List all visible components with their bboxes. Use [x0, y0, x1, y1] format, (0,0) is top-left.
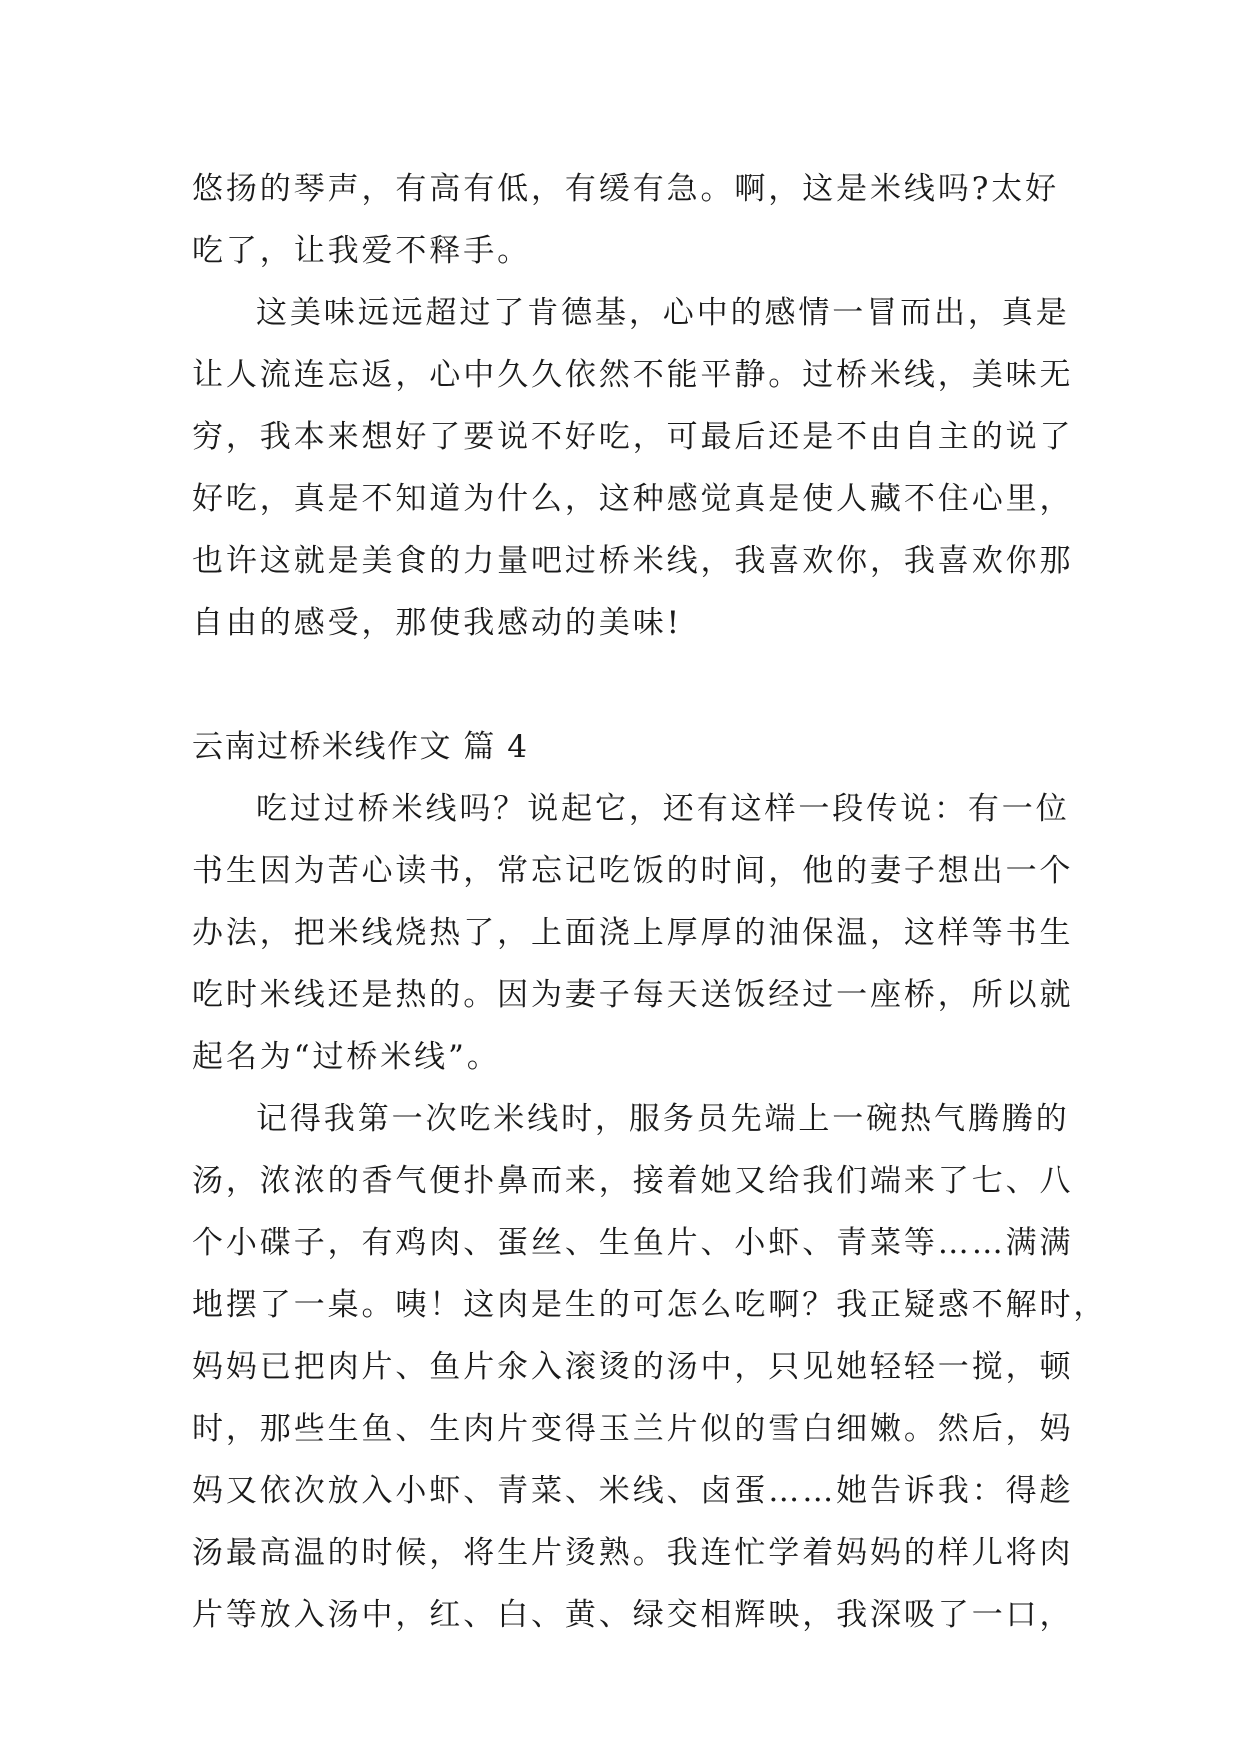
- text-line: 吃了，让我爱不释手。: [192, 233, 531, 269]
- text-line: 悠扬的琴声，有高有低，有缓有急。啊，这是米线吗?太好: [192, 171, 1060, 207]
- text-line: 起名为“过桥米线”。: [192, 1039, 501, 1075]
- text-line: 穷，我本来想好了要说不好吃，可最后还是不由自主的说了: [192, 419, 1074, 455]
- text-line: 汤最高温的时候，将生片烫熟。我连忙学着妈妈的样儿将肉: [192, 1535, 1074, 1571]
- paragraph-start-line: 这美味远远超过了肯德基，心中的感情一冒而出，真是: [256, 295, 1070, 331]
- section-heading: 云南过桥米线作文 篇 4: [192, 729, 529, 765]
- text-line: 吃时米线还是热的。因为妻子每天送饭经过一座桥，所以就: [192, 977, 1074, 1013]
- paragraph-start-line: 吃过过桥米线吗？说起它，还有这样一段传说：有一位: [256, 791, 1070, 827]
- text-line: 汤，浓浓的香气便扑鼻而来，接着她又给我们端来了七、八: [192, 1163, 1074, 1199]
- text-line: 让人流连忘返，心中久久依然不能平静。过桥米线，美味无: [192, 357, 1074, 393]
- text-line: 地摆了一桌。咦！这肉是生的可怎么吃啊？我正疑惑不解时，: [192, 1287, 1108, 1323]
- text-line: 妈妈已把肉片、鱼片氽入滚烫的汤中，只见她轻轻一搅，顿: [192, 1349, 1074, 1385]
- text-line: 妈又依次放入小虾、青菜、米线、卤蛋……她告诉我：得趁: [192, 1473, 1074, 1509]
- text-line: 个小碟子，有鸡肉、蛋丝、生鱼片、小虾、青菜等……满满: [192, 1225, 1074, 1261]
- text-line: 书生因为苦心读书，常忘记吃饭的时间，他的妻子想出一个: [192, 853, 1074, 889]
- document-body: [192, 158, 1108, 1646]
- text-line: 时，那些生鱼、生肉片变得玉兰片似的雪白细嫩。然后，妈: [192, 1411, 1074, 1447]
- text-line: 片等放入汤中，红、白、黄、绿交相辉映，我深吸了一口，: [192, 1597, 1074, 1633]
- text-line: 自由的感受，那使我感动的美味!: [192, 605, 682, 641]
- text-line: 也许这就是美食的力量吧过桥米线，我喜欢你，我喜欢你那: [192, 543, 1074, 579]
- paragraph-start-line: 记得我第一次吃米线时，服务员先端上一碗热气腾腾的: [256, 1101, 1070, 1137]
- text-line: 好吃，真是不知道为什么，这种感觉真是使人藏不住心里，: [192, 481, 1074, 517]
- text-line: 办法，把米线烧热了，上面浇上厚厚的油保温，这样等书生: [192, 915, 1074, 951]
